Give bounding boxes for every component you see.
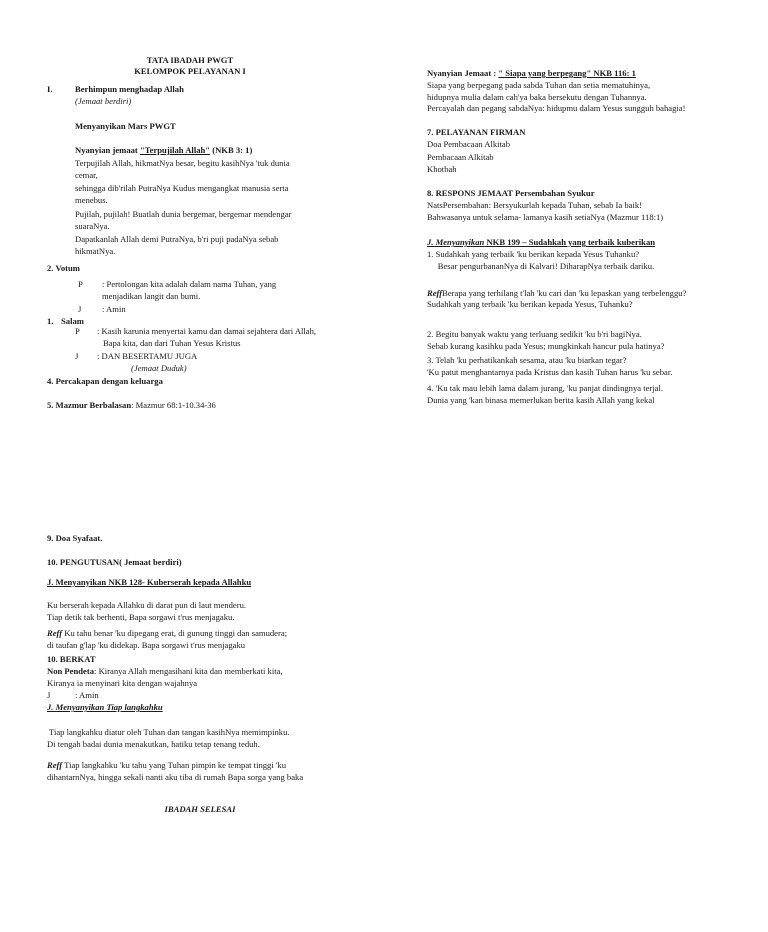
section-5-heading [47,399,216,411]
tiap-line: Tiap langkahku diatur oleh Tuhan dan tangan kasihNya memimpinku. [47,727,290,737]
nyanyian-title: " Siapa yang berpegang" NKB 116: 1 [498,68,636,78]
section-4-heading: 4. Percakapan dengan keluarga [47,376,163,386]
verse-line: 3. Telah 'ku perhatikankah sesama, atau 'ku biarkan tegar? [427,355,627,365]
closing-text: IBADAH SELESAI [164,804,236,814]
salam-j-label: J [75,351,79,361]
tiap-line: Di tengah badai dunia menakutkan, hatiku tetap tenang teduh. [47,739,260,749]
salam-p-text: : Kasih karunia menyertai kamu dan damai sejahtera dari Allah, [97,326,317,336]
salam-note: (Jemaat Duduk) [131,363,187,373]
song-lyric: hikmatNya. [75,246,116,256]
berkat-text: : Kiranya Allah mengasihani kita dan memberkati kita, [94,666,283,676]
votum-p-label: P [78,279,83,289]
berkat-line-2: Kiranya ia menyinari kita dengan wajahnya [47,678,198,688]
song-lyric: Pujilah, pujilah! Buatlah dunia bergemar, bergemar mendengar [75,209,292,219]
nyanyian-prefix: Nyanyian Jemaat : [427,68,499,78]
verse-line: Dunia yang 'kan binasa memerlukan berita kasih Allah yang kekal [427,395,655,405]
song-heading [75,144,252,156]
votum-p-text-cont: menjadikan langit dan bumi. [102,291,201,301]
nkb199-line: 1. Sudahkah yang terbaik 'ku berikan kepada Yesus Tuhanku? [427,249,640,259]
salam-p-label: P [75,326,80,336]
section-5-text: : Mazmur 68:1-10.34-36 [131,400,216,410]
section-1-note: (Jemaat berdiri) [75,96,132,106]
nkb199-title: NKB 199 – Sudahkah yang terbaik kuberikan [484,237,656,247]
section-5-title: 5. Mazmur Berbalasan [47,400,132,410]
song-lyric: suaraNya. [75,221,110,231]
verse-line: Sebab kurang kasihku pada Yesus; mungkinkah hancur pula hatinya? [427,341,665,351]
berkat-j-label: J [47,690,51,700]
song-lyric: Terpujilah Allah, hikmatNya besar, begitu kasihNya 'tuk dunia [75,158,290,168]
votum-heading: 2. Votum [47,263,80,273]
nkb128-line: Tiap detik tak berhenti, Bapa sorgawi t'rus menjagaku. [47,612,235,622]
nkb128-line: Ku berserah kepada Allahku di darat pun di laut menderu. [47,600,247,610]
reff-text: Ku tahu benar 'ku dipegang erat, di gunung tinggi dan samudera; [62,628,288,638]
verse-line: 4. 'Ku tak mau lebih lama dalam jurang, 'ku panjat dindingnya terjal. [427,383,664,393]
nkb199-line: Besar pengurbananNya di Kalvari! DiharapNya terbaik dariku. [427,261,655,271]
section-1-number: I. [47,84,53,94]
reff-label: Reff [47,628,63,638]
nyanyian-line: Siapa yang berpegang pada sabda Tuhan dan setia mematuhinya, [427,80,651,90]
berkat-j-text: : Amin [75,690,99,700]
song-lyric: menebus. [75,195,108,205]
nyanyian-line: Percayalah dan pegang sabdaNya: hidupmu dalam Yesus sungguh bahagia! [427,103,686,113]
salam-heading: Salam [61,316,84,326]
reff2-line [47,759,286,771]
section-10-heading: 10. PENGUTUSAN( Jemaat berdiri) [47,557,182,567]
respons-line: NatsPersembahan: Bersyukurlah kepada Tuhan, sebab Ia baik! [427,200,643,210]
reff2-text: Tiap langkahku 'ku tahu yang Tuhan pimpin ke tempat tinggi 'ku [62,760,287,770]
reff-line-2: di taufan g'lap 'ku didekap. Bapa sorgawi t'rus menjagaku [47,640,246,650]
document-subtitle: KELOMPOK PELAYANAN I [134,66,246,76]
tiap-langkahku-heading: J. Menyanyikan Tiap langkahku [47,702,163,712]
reff-label: Reff [427,288,443,298]
reff-line-2: Sudahkah yang terbaik 'ku berikan kepada Yesus, Tuhanku? [427,299,633,309]
reff-line [47,627,287,639]
respons-line: Bahwasanya untuk selama- lamanya kasih setiaNya (Mazmur 118:1) [427,212,664,222]
reff-text: Berapa yang terhilang t'lah 'ku cari dan 'ku lepaskan yang terbelenggu? [442,288,687,298]
nyanyian-line: hidupnya mulia dalam cah'ya baka bersekutu dengan Tuhannya. [427,92,647,102]
nkb199-prefix: J. Menyanyikan [427,237,485,247]
verse-line: 2. Begitu banyak waktu yang terluang sedikit 'ku b'ri bagiNya. [427,329,642,339]
nkb128-heading: J. Menyanyikan NKB 128- Kuberserah kepada Allahku [47,577,252,587]
berkat-label: Non Pendeta [47,666,95,676]
votum-j-label: J [78,304,82,314]
nkb199-heading [427,236,655,248]
document-title: TATA IBADAH PWGT [146,55,234,65]
mars-heading: Menyanyikan Mars PWGT [75,121,176,131]
respons-heading: 8. RESPONS JEMAAT Persembahan Syukur [427,188,595,198]
song-lyric: Dapatkanlah Allah demi PutraNya, b'ri puji padaNya sebab [75,234,279,244]
firman-item: Doa Pembacaan Alkitab [427,139,511,149]
berkat-line [47,665,283,677]
song-title: "Terpujilah Allah" [139,145,211,155]
song-prefix: Nyanyian jemaat [75,145,138,155]
firman-item: Khotbah [427,164,457,174]
song-lyric: cemar, [75,170,98,180]
firman-heading: 7. PELAYANAN FIRMAN [427,127,526,137]
song-ref: (NKB 3: 1) [212,145,253,155]
nyanyian-heading [427,67,636,79]
votum-j-text: : Amin [102,304,126,314]
section-1-title: Berhimpun menghadap Allah [75,84,184,94]
salam-p-text-cont: Bapa kita, dan dari Tuhan Yesus Kristus [103,338,241,348]
reff2-label: Reff [47,760,63,770]
reff2-line-2: dihantarnNya, hingga sekali nanti aku tiba di rumah Bapa sorga yang baka [47,772,304,782]
salam-j-text: : DAN BESERTAMU JUGA [97,351,198,361]
salam-number: 1. [47,316,54,326]
section-9-heading: 9. Doa Syafaat. [47,533,103,543]
verse-line: 'Ku patut menghantarnya pada Kristus dan kasih Tuhan harus 'ku sebar. [427,367,673,377]
firman-item: Pembacaan Alkitab [427,152,494,162]
song-lyric: sehingga dib'rilah PutraNya Kudus mengangkat manusia serta [75,183,289,193]
votum-p-text: : Pertolongan kita adalah dalam nama Tuhan, yang [102,279,277,289]
berkat-heading: 10. BERKAT [47,654,96,664]
